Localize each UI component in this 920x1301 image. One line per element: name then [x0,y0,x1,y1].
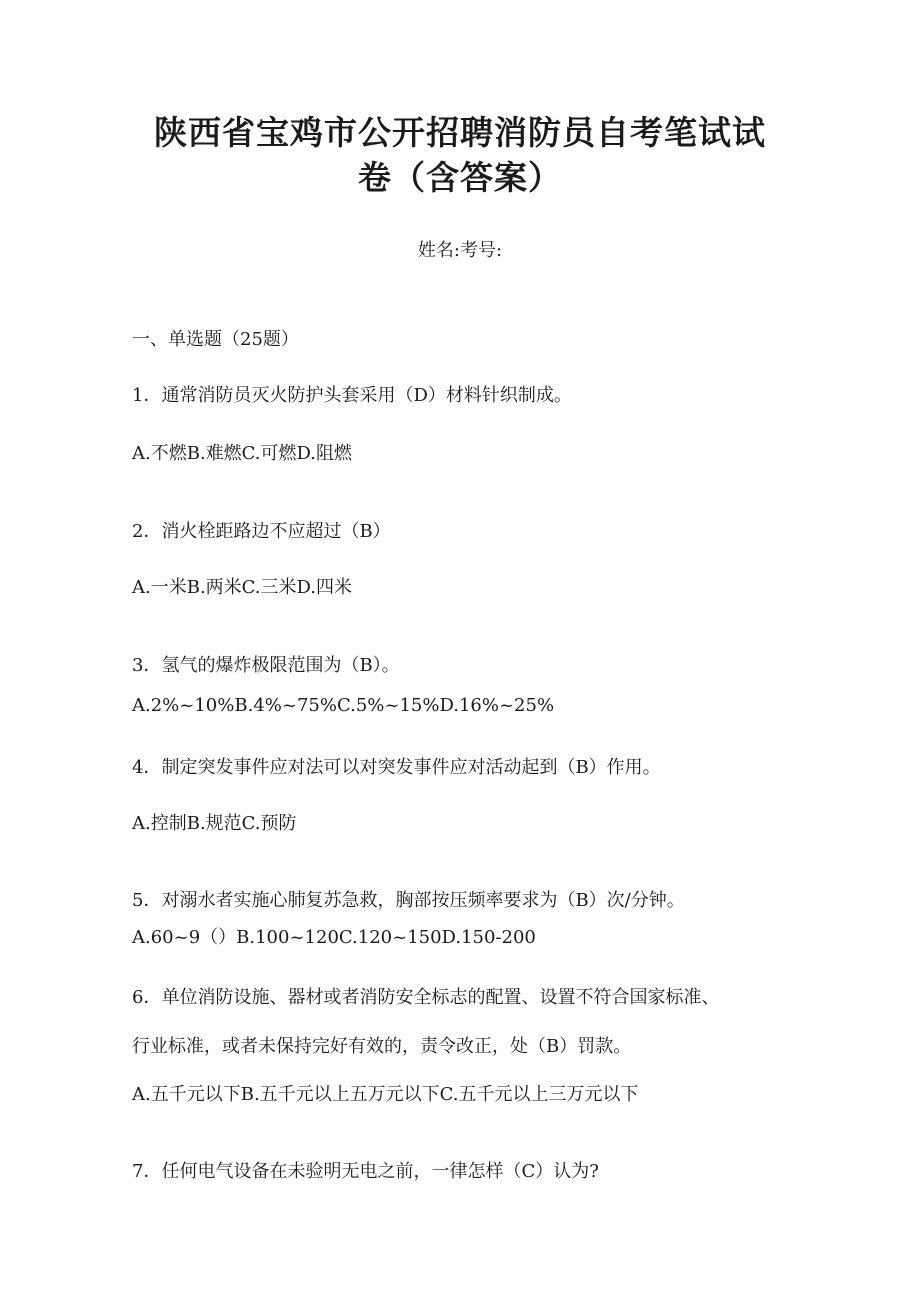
question-5-stem: 5．对溺水者实施心肺复苏急救，胸部按压频率要求为（B）次/分钟。 [132,890,685,911]
question-6-stem-line-1: 6．单位消防设施、器材或者消防安全标志的配置、设置不符合国家标准、 [132,987,720,1008]
question-5-options: A.60~9（）B.100~120C.120~150D.150-200 [132,927,536,948]
question-6-options: A.五千元以下B.五千元以上五万元以下C.五千元以上三万元以下 [132,1084,639,1105]
question-1-stem: 1．通常消防员灭火防护头套采用（D）材料针织制成。 [132,385,572,406]
question-4-stem: 4．制定突发事件应对法可以对突发事件应对活动起到（B）作用。 [132,757,661,778]
question-1-options: A.不燃B.难燃C.可燃D.阻燃 [132,443,353,464]
document-title-line-2: 卷（含答案） [358,158,562,197]
question-7-stem: 7．任何电气设备在未验明无电之前，一律怎样（C）认为? [132,1161,599,1182]
question-2-stem: 2．消火栓距路边不应超过（B） [132,521,391,542]
document-title-line-1: 陕西省宝鸡市公开招聘消防员自考笔试试 [154,113,766,152]
question-3-stem: 3．氢气的爆炸极限范围为（B）。 [132,655,400,676]
question-3-options: A.2%~10%B.4%~75%C.5%~15%D.16%~25% [132,695,555,716]
question-2-options: A.一米B.两米C.三米D.四米 [132,577,353,598]
question-4-options: A.控制B.规范C.预防 [132,813,297,834]
question-6-stem-line-2: 行业标准，或者未保持完好有效的，责令改正，处（B）罚款。 [132,1036,632,1057]
name-id-line: 姓名:考号: [417,240,503,261]
section-heading: 一、单选题（25题） [132,329,299,350]
